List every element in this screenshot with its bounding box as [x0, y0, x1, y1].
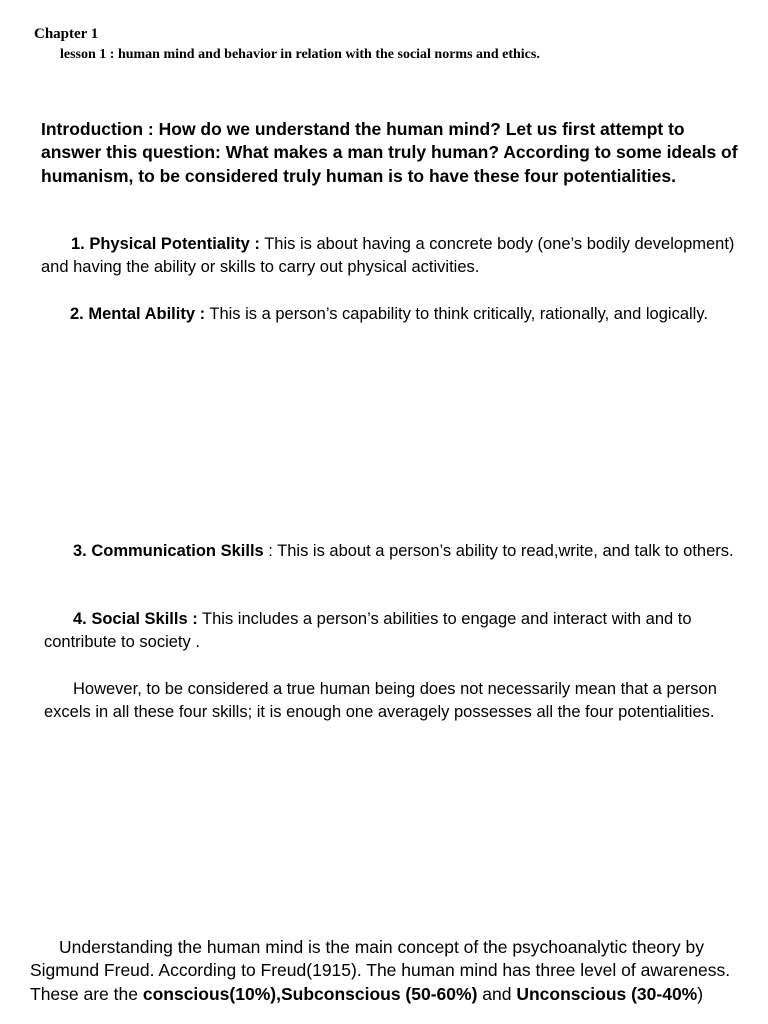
however-paragraph — [44, 678, 744, 725]
and-connector: and — [477, 983, 517, 1004]
subconscious-term: Subconscious (50-60%) — [280, 983, 478, 1004]
unconscious-term: Unconscious (30-40% — [516, 983, 698, 1004]
chapter-title: Chapter 1 — [34, 26, 99, 42]
communication-skills-heading: 3. Communication Skills — [73, 542, 264, 560]
freud-paragraph — [30, 936, 750, 1006]
communication-skills-paragraph — [45, 540, 745, 563]
social-skills-text: This includes a person’s abilities to engage and interact with and to contribute to society . — [44, 610, 692, 652]
social-skills-heading: 4. Social Skills : — [73, 610, 198, 628]
lesson-title: lesson 1 : human mind and behavior in relation with the social norms and ethics. — [60, 47, 540, 62]
social-skills-paragraph — [44, 608, 744, 655]
mental-ability-text: This is a person’s capability to think critically, rationally, and logically. — [205, 305, 708, 323]
physical-potentiality-heading: 1. Physical Potentiality : — [71, 235, 260, 253]
introduction-paragraph: Introduction : How do we understand the human mind? Let us first attempt to answer this question: What makes a man truly human? According to some ideals of humanism, to be considered truly human is to have these four potentialities. — [41, 119, 738, 186]
communication-skills-text: : This is about a person’s ability to read,write, and talk to others. — [263, 542, 734, 560]
mental-ability-heading: 2. Mental Ability : — [70, 305, 206, 323]
physical-potentiality-paragraph — [41, 233, 741, 280]
freud-text: Understanding the human mind is the main concept of the psychoanalytic theory by Sigmund Freud. According to Freud(1915). The human mind has three level of awareness. These are the — [30, 937, 731, 1004]
physical-potentiality-text: This is about having a concrete body (one’s bodily development) and having the ability or skills to carry out physical activities. — [41, 235, 735, 277]
closing-paren: ) — [697, 983, 704, 1004]
however-text: However, to be considered a true human being does not necessarily mean that a person excels in all these four skills; it is enough one averagely possesses all the four potentialities. — [44, 680, 717, 722]
conscious-term: conscious(10%), — [142, 983, 281, 1004]
mental-ability-paragraph — [41, 303, 741, 326]
